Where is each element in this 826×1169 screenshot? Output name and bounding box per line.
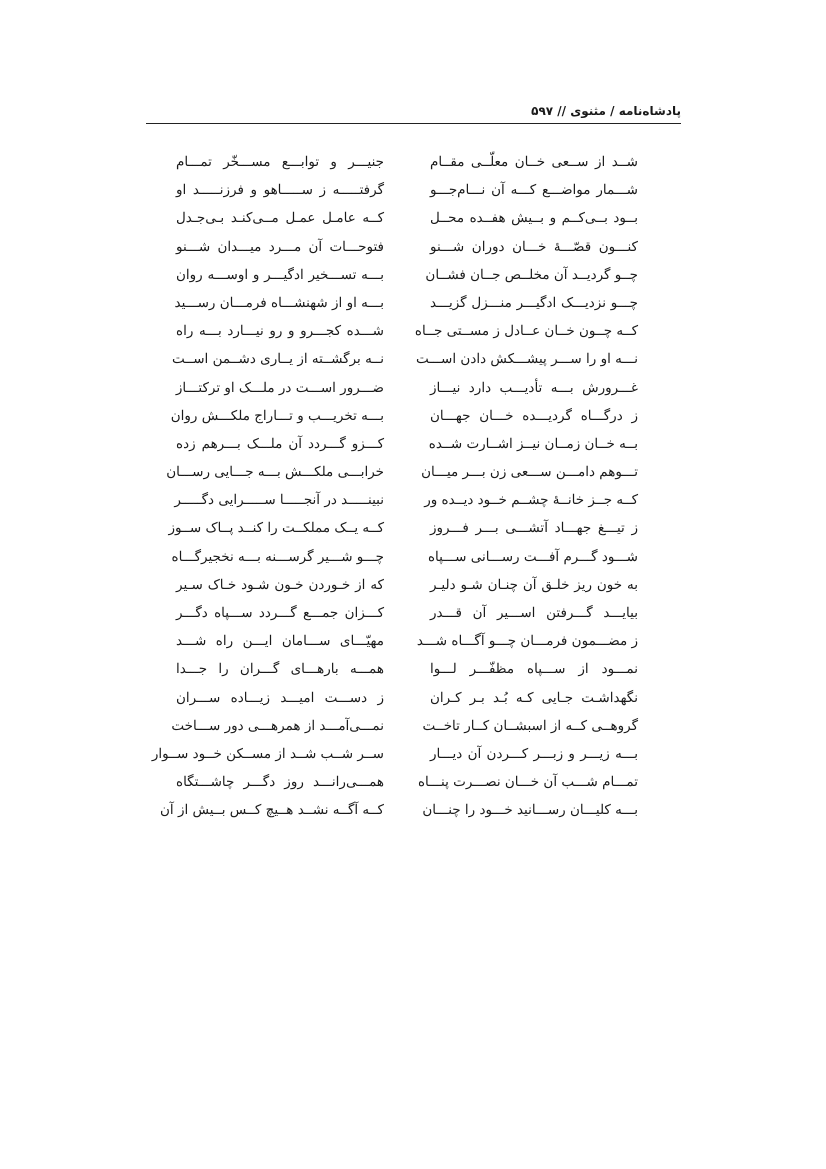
verse-row (160, 796, 638, 824)
first-hemistich: نـــه او را ســـر پیشـــکش دادن اســـت (415, 351, 638, 368)
second-hemistich: چـــو شـــیر گرســـنه بـــه نخجیرگـــاه (171, 548, 384, 565)
verse-row (176, 204, 638, 232)
first-hemistich: شــد از ســعی خــان معلّــی مقــام (430, 154, 638, 170)
verse-row (176, 655, 638, 683)
second-hemistich: کـــزان جمـــع گـــردد ســـپاه دگـــر (176, 605, 384, 621)
verse-row (176, 768, 638, 796)
page-header (146, 96, 681, 124)
first-hemistich: ز مضـــمون فرمـــان چـــو آگـــاه شـــد (416, 633, 638, 650)
second-hemistich: بـــه تخریـــب و تـــاراج ملکـــش روان (170, 407, 384, 424)
first-hemistich: تمـــام شـــب آن خـــان نصـــرت پنـــاه (417, 774, 638, 791)
verse-row (176, 599, 638, 627)
verse-row (176, 289, 638, 317)
second-hemistich: همـــی‌رانـــد روز دگـــر چاشـــتگاه (176, 774, 384, 791)
second-hemistich: کــه یــک مملکــت را کنــد پــاک ســوز (168, 520, 384, 537)
first-hemistich: به خون ریز خلـق آن چنـان شـو دلیـر (430, 576, 638, 593)
verse-row (176, 233, 638, 261)
verse-row (176, 684, 638, 712)
second-hemistich: مهیّـــای ســـامان ایـــن راه شـــد (176, 633, 384, 650)
second-hemistich: نبینـــــد در آنجـــــا ســـــرایی دگـــــر (174, 492, 384, 509)
header-rule (146, 123, 681, 124)
second-hemistich: ز دســـت امیـــد زیـــاده ســـران (176, 689, 384, 706)
first-hemistich: ز درگـــاه گردیـــده خـــان جهـــان (430, 407, 638, 424)
first-hemistich: شـــمار مواضـــع کـــه آن نـــام‌جـــو (430, 182, 638, 199)
first-hemistich: تـــوهم دامـــن ســـعی زن بـــر میـــان (421, 464, 638, 481)
poem-body (151, 148, 638, 825)
running-head: پادشاه‌نامه / مثنوی // ۵۹۷ (531, 104, 681, 118)
verse-row (170, 402, 638, 430)
verse-row (176, 148, 638, 176)
second-hemistich: گرفتـــــه ز ســـــاهو و فرزنـــــد او (176, 182, 384, 199)
second-hemistich: بـــه او از شهنشـــاه فرمـــان رســـید (174, 294, 384, 311)
first-hemistich: کنـــون قصّـــۀ خـــان دوران شـــنو (430, 238, 638, 255)
second-hemistich: ضـــرور اســـت در ملـــک او ترکتـــاز (175, 379, 384, 396)
second-hemistich: شـــده کجـــرو و رو نیـــارد بـــه راه (176, 323, 384, 340)
second-hemistich: جنیـــر و توابـــع مســـخّر تمـــام (176, 154, 384, 170)
second-hemistich: خرابـــی ملکـــش بـــه جـــایی رســـان (166, 464, 384, 481)
second-hemistich: کــه آگــه نشــد هــیچ کــس بــیش از آن (160, 802, 384, 819)
second-hemistich: فتوحـــات آن مـــرد میـــدان شـــنو (176, 238, 384, 255)
second-hemistich: کـــزو گـــردد آن ملـــک بـــرهم زده (176, 435, 384, 452)
first-hemistich: شـــود گـــرم آفـــت رســـانی ســـپاه (427, 548, 638, 565)
verse-row (176, 486, 638, 514)
first-hemistich: بــه خــان زمــان نیــز اشــارت شــده (428, 435, 638, 452)
verse-row (176, 430, 638, 458)
verse-row (176, 176, 638, 204)
first-hemistich: ز تیـــغ جهـــاد آتشـــی بـــر فـــروز (430, 520, 638, 537)
first-hemistich: چــو گردیــد آن مخلــص جــان فشــان (425, 266, 638, 283)
first-hemistich: کــه جــز خانــۀ چشــم خــود دیــده ور (424, 492, 638, 509)
first-hemistich: بیایـــد گـــرفتن اســـیر آن قـــدر (430, 605, 638, 621)
first-hemistich: گروهــی کــه از اسبشــان کــار تاخــت (422, 717, 638, 734)
verse-row (151, 740, 638, 768)
first-hemistich: بـــه زیـــر و زبـــر کـــردن آن دیـــار (430, 745, 638, 762)
verse-row (171, 543, 638, 571)
verse-row (171, 712, 638, 740)
second-hemistich: ســر شــب شــد از مســکن خــود ســوار (151, 745, 384, 762)
first-hemistich: بــود بــی‌کــم و بــیش هفــده محــل (430, 210, 638, 227)
verse-row (176, 317, 638, 345)
verse-row (168, 514, 638, 542)
verse-row (176, 374, 638, 402)
first-hemistich: بـــه کلیـــان رســـانید خـــود را چنـــان (422, 802, 638, 819)
first-hemistich: نمـــود از ســـپاه مظفّـــر لـــوا (430, 661, 638, 678)
verse-row (166, 458, 638, 486)
second-hemistich: نمـــی‌آمـــد از همرهـــی دور ســـاخت (171, 717, 384, 734)
verse-row (176, 571, 638, 599)
second-hemistich: کــه عامـل عمـل مــی‌کنـد بـی‌جـدل (176, 210, 384, 227)
second-hemistich: بـــه تســـخیر ادگیـــر و اوســـه روان (176, 266, 384, 283)
second-hemistich: نــه برگشــته از یــاری دشــمن اســت (172, 351, 384, 368)
verse-row (172, 345, 638, 373)
verse-row (176, 627, 638, 655)
second-hemistich: همـــه بارهـــای گـــران را جـــدا (176, 661, 384, 678)
verse-row (176, 261, 638, 289)
first-hemistich: کــه چــون خــان عــادل ز مســتی جــاه (414, 323, 638, 340)
first-hemistich: غـــرورش بـــه تأدیـــب دارد نیـــاز (430, 379, 638, 396)
first-hemistich: چـــو نزدیـــک ادگیـــر منـــزل گزیـــد (430, 294, 638, 311)
second-hemistich: که از خـوردن خـون شـود خـاک سـیر (176, 576, 384, 593)
first-hemistich: نگهداشـت جـایی کـه بُـد بـر کـران (430, 689, 638, 706)
